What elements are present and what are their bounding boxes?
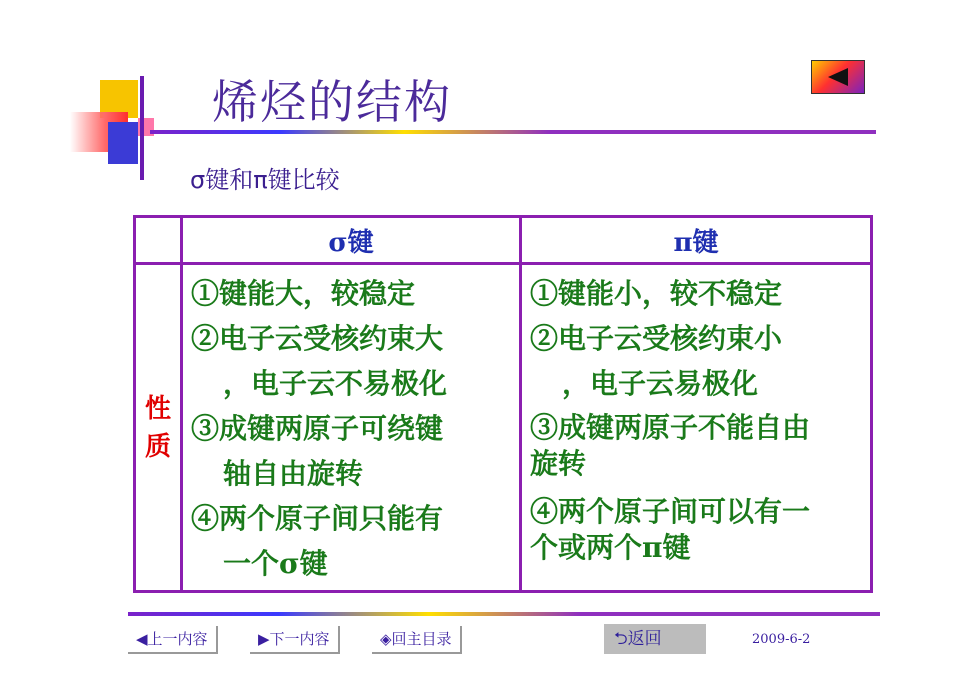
sigma-cell [182, 264, 521, 592]
sigma-point-3b: 轴自由旋转 [223, 457, 364, 490]
sigma-point-2a: ②电子云受核约束大 [191, 322, 444, 355]
pi-point-1: ①键能小，较不稳定 [530, 277, 783, 310]
sigma-point-1: ①键能大，较稳定 [191, 277, 416, 310]
pi-point-3b: 旋转 [530, 447, 587, 480]
slide-subtitle: σ键和π键比较 [190, 166, 340, 194]
slide-title: 烯烃的结构 [212, 75, 452, 129]
next-content-link[interactable]: ▶下一内容 [250, 626, 340, 654]
return-button[interactable]: ⮌返回 [604, 624, 706, 654]
pi-point-2b: ，电子云易极化 [562, 367, 759, 400]
header-pi: π键 [521, 217, 872, 264]
comparison-table [133, 215, 873, 593]
header-empty [135, 217, 182, 264]
sigma-point-2b: ，电子云不易极化 [223, 367, 448, 400]
table-header-row [135, 217, 872, 264]
previous-slide-button[interactable] [811, 60, 865, 94]
title-underline [150, 130, 876, 134]
table-row [135, 264, 872, 592]
row-label-text: 性质 [145, 393, 172, 462]
sigma-point-3a: ③成键两原子可绕键 [191, 412, 444, 445]
pi-point-2a: ②电子云受核约束小 [530, 322, 783, 355]
decor-vertical-line [140, 76, 144, 180]
pi-point-3a: ③成键两原子不能自由 [530, 411, 811, 444]
decor-blue-block [108, 122, 138, 164]
footer-divider [128, 612, 880, 616]
main-menu-link[interactable]: ◈回主目录 [372, 626, 462, 654]
row-label-property [135, 264, 182, 592]
pi-point-4b: 个或两个π键 [530, 531, 691, 564]
prev-content-link[interactable]: ◀上一内容 [128, 626, 218, 654]
pi-point-4a: ④两个原子间可以有一 [530, 495, 811, 528]
pi-cell [521, 264, 872, 592]
back-arrow-icon [828, 68, 848, 86]
header-sigma: σ键 [182, 217, 521, 264]
sigma-point-4b: 一个σ键 [223, 547, 328, 580]
sigma-point-4a: ④两个原子间只能有 [191, 502, 444, 535]
slide-date: 2009-6-2 [752, 632, 811, 647]
